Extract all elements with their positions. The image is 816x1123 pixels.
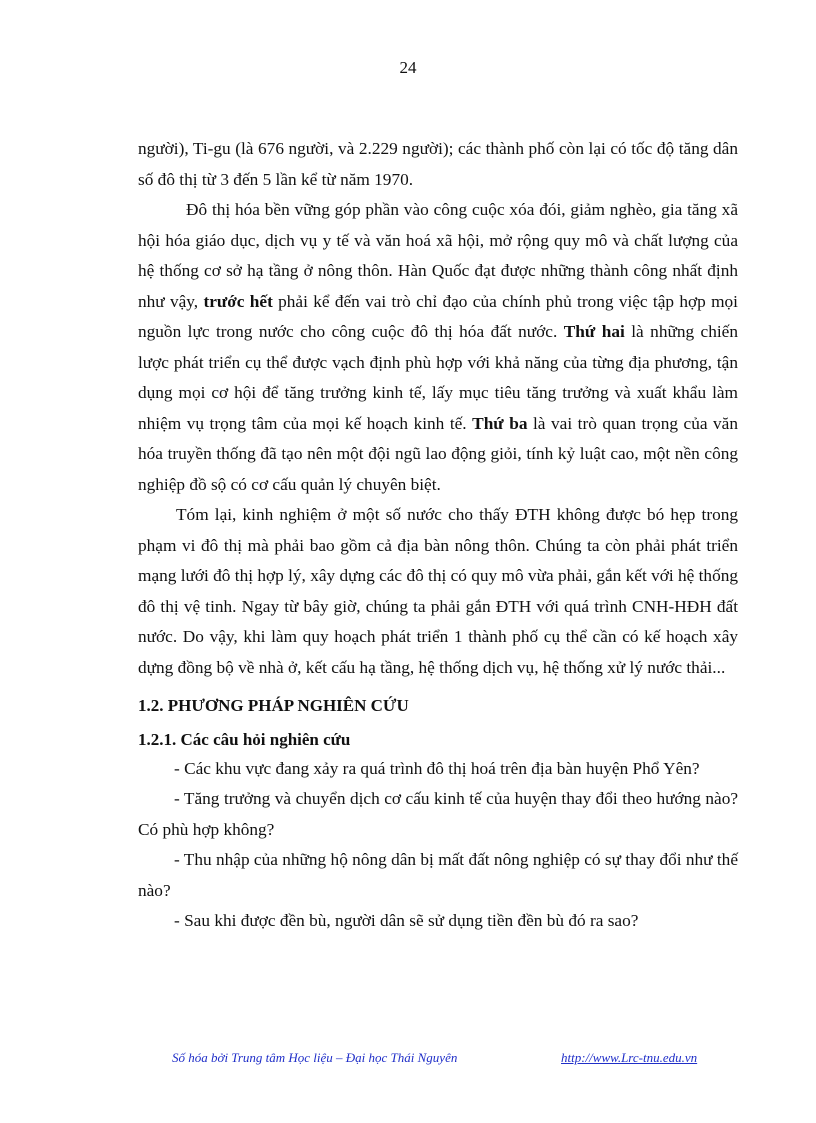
footer-link[interactable]: http://www.Lrc-tnu.edu.vn <box>561 1050 698 1065</box>
bold-term-second: Thứ hai <box>563 322 625 341</box>
question-item: - Các khu vực đang xảy ra quá trình đô thị hoá trên địa bàn huyện Phổ Yên? <box>174 758 700 778</box>
paragraph-text: là vai trò quan trọng của văn hóa truyền thống đã tạo nên một đội ngũ lao động giỏi, tính kỷ luật cao, một nền công nghiệp đồ sộ có cơ cấu quản lý chuyên biệt. <box>138 413 738 494</box>
document-body <box>138 134 738 937</box>
paragraph-summary: Tóm lại, kinh nghiệm ở một số nước cho thấy ĐTH không được bó hẹp trong phạm vi đô thị mà phải bao gồm cả địa bàn nông thôn. Chúng ta còn phải phát triển mạng lưới đô thị hợp lý, xây dựng các đô thị có quy mô vừa phải, gắn kết với hệ thống đô thị vệ tinh. Ngay từ bây giờ, chúng ta phải gắn ĐTH với quá trình CNH-HĐH đất nước. Do vậy, khi làm quy hoạch phát triển 1 thành phố cụ thể cần có kế hoạch xây dựng đồng bộ về nhà ở, kết cấu hạ tầng, hệ thống dịch vụ, hệ thống xử lý nước thải... <box>138 505 738 677</box>
paragraph-continuation: người), Ti-gu (là 676 người, và 2.229 người); các thành phố còn lại có tốc độ tăng dân số đô thị từ 3 đến 5 lần kể từ năm 1970. <box>138 139 738 189</box>
paragraph-urbanization <box>138 195 738 500</box>
bold-term-third: Thứ ba <box>472 413 528 433</box>
question-item: - Tăng trưởng và chuyển dịch cơ cấu kinh tế của huyện thay đổi theo hướng nào? Có phù hợp không? <box>138 789 738 839</box>
paragraph-text: phải kể đến vai trò chỉ đạo của chính phủ trong việc tập hợp mọi nguồn lực trong nước cho công cuộc đô thị hóa đất nước. <box>138 291 738 341</box>
paragraph-text: là những chiến lược phát triển cụ thể được vạch định phù hợp với khả năng của từng địa phương, tận dụng mọi cơ hội để tăng trưởng kinh tế, lấy mục tiêu tăng trưởng và xuất khẩu làm nhiệm vụ trọng tâm của mọi kế hoạch kinh tế. <box>138 322 738 433</box>
page-number: 24 <box>399 58 417 77</box>
bold-term-first: trước hết <box>203 291 273 311</box>
question-item: - Sau khi được đền bù, người dân sẽ sử dụng tiền đền bù đó ra sao? <box>174 911 639 930</box>
question-item: - Thu nhập của những hộ nông dân bị mất đất nông nghiệp có sự thay đổi như thế nào? <box>138 850 738 900</box>
section-heading: 1.2. PHƯƠNG PHÁP NGHIÊN CỨU <box>138 696 409 715</box>
subsection-heading: 1.2.1. Các câu hỏi nghiên cứu <box>138 729 351 749</box>
paragraph-text: Đô thị hóa bền vững góp phần vào công cuộc xóa đói, giảm nghèo, gia tăng xã hội hóa giáo dục, dịch vụ y tế và văn hoá xã hội, mở rộng quy mô và chất lượng của hệ thống cơ sở hạ tầng ở nông thôn. Hàn Quốc đạt được những thành công nhất định như vậy, <box>138 200 738 311</box>
footer-credit: Số hóa bởi Trung tâm Học liệu – Đại học Thái Nguyên <box>172 1050 458 1065</box>
